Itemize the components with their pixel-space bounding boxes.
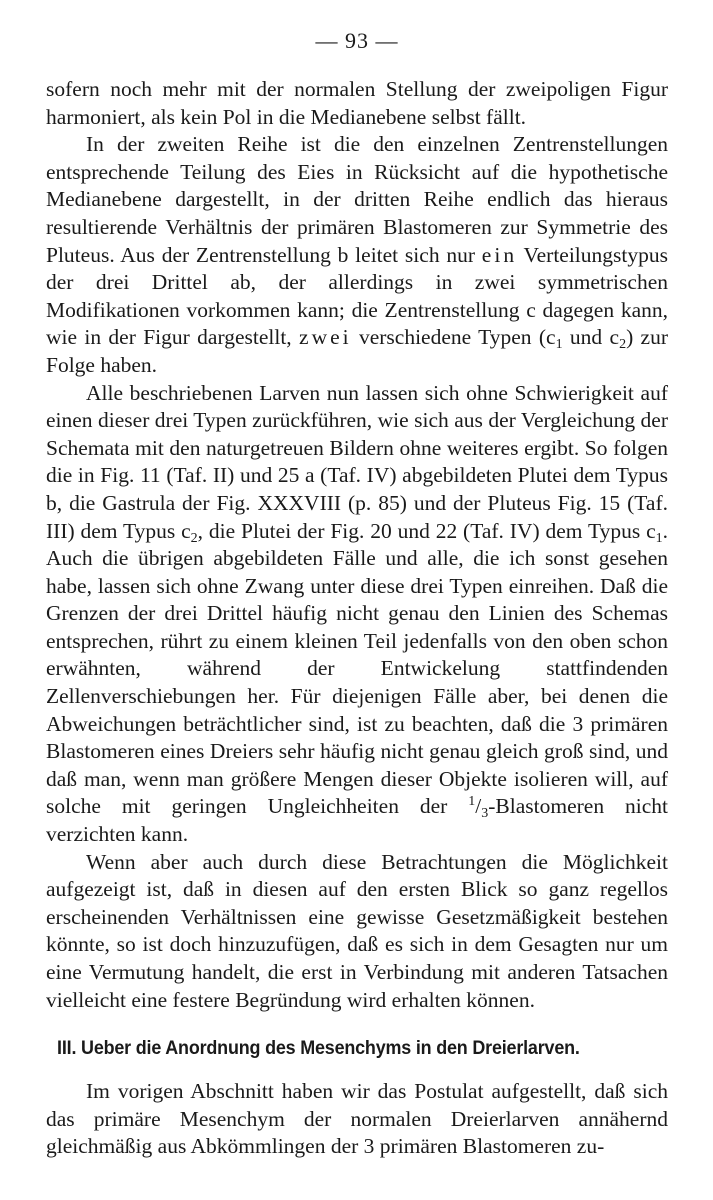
paragraph-continuation [46, 76, 668, 131]
paragraph-text: -Blastomeren nicht verzichten kann. [46, 794, 668, 847]
fraction-slash: / [475, 794, 482, 819]
paragraph-text: Im vorigen Abschnitt haben wir das Postulat aufgestellt, daß sich das primäre Mesenchym der normalen Dreierlarven annähernd gleichmäßig aus Abkömmlingen der 3 primären Blastomeren zu- [46, 1079, 668, 1159]
paragraph-text: sofern noch mehr mit der normalen Stellung der zweipoligen Figur harmoniert, als kein Pol in die Medianebene selbst fällt. [46, 77, 668, 129]
paragraph-text: . Auch die übrigen abgebildeten Fälle und alle, die ich sonst gesehen habe, lassen sich ohne Zwang unter diese drei Typen einreihen. Daß die Grenzen der drei Drittel häufig nicht genau den Linien des Schemas entsprechen, rührt zu einem kleinen Teil jedenfalls von den oben schon erwähnten, während der Entwickelung stattfindenden Zellenverschiebungen her. Für diejenigen Fälle aber, bei denen die Abweichungen beträchtlicher sind, ist zu beachten, daß die 3 primären Blastomeren eines Dreiers sehr häufig nicht genau gleich groß sind, und daß man, wenn man größere Mengen dieser Objekte isolieren will, auf solche mit geringen Ungleichheiten der [46, 518, 668, 819]
document-page [46, 28, 668, 1161]
paragraph-mesenchyme [46, 1078, 668, 1161]
superscript: 1 [468, 794, 476, 810]
subscript: 2 [190, 530, 198, 546]
paragraph-text: Alle beschriebenen Larven nun lassen sich ohne Schwierigkeit auf einen dieser drei Typen zurückführen, wie sich aus der Vergleichung der Schemata mit den naturgetreuen Bildern ohne weiteres ergibt. So folgen die in Fig. 11 (Taf. II) und 25 a (Taf. IV) abgebildeten Plutei dem Typus b, die Gastrula der Fig. XXXVIII (p. 85) und der Pluteus Fig. 15 (Taf. III) dem Typus c [46, 380, 668, 543]
subscript: 3 [481, 806, 489, 822]
paragraph-text: verschiedene Typen (c [351, 325, 556, 350]
subscript: 1 [555, 337, 563, 353]
subscript: 2 [619, 337, 627, 353]
paragraph-text: ) zur Folge haben. [46, 325, 669, 377]
emphasis-text: zwei [299, 325, 352, 350]
paragraph-regularity [46, 849, 668, 1015]
paragraph-text: , die Plutei der Fig. 20 und 22 (Taf. IV) dem Typus c [197, 518, 656, 543]
emphasis-text: ein [481, 242, 518, 267]
paragraph-text: und c [562, 325, 620, 350]
paragraph-centre-positions [46, 131, 668, 379]
page-number: — 93 — [315, 28, 399, 53]
paragraph-text: Verteilungstypus der drei Drittel ab, der allerdings in zwei symmetrischen Modifikationen vorkommen kann; die Zentrenstellung c dagegen kann, wie in der Figur dargestellt, [46, 242, 668, 350]
paragraph-text: Wenn aber auch durch diese Betrachtungen die Möglichkeit aufgezeigt ist, daß in diesen auf den ersten Blick so ganz regellos erscheinenden Verhältnissen eine gewisse Gesetzmäßigkeit bestehen könnte, so ist doch hinzuzufügen, daß es sich in dem Gesagten nur um eine Vermutung handelt, die erst in Verbindung mit anderen Tatsachen vielleicht eine festere Begründung wird erhalten können. [46, 849, 668, 1012]
subscript: 1 [655, 530, 663, 546]
section-heading: III. Ueber die Anordnung des Mesenchyms in den Dreierlarven. [57, 1037, 580, 1060]
paragraph-larvae-types [46, 380, 668, 849]
paragraph-text: In der zweiten Reihe ist die den einzelnen Zentrenstellungen entsprechende Teilung des Eies in Rücksicht auf die hypothetische Medianebene dargestellt, in der dritten Reihe endlich das hieraus resultierende Verhältnis der primären Blastomeren zur Symmetrie des Pluteus. Aus der Zentrenstellung b leitet sich nur [46, 132, 668, 267]
